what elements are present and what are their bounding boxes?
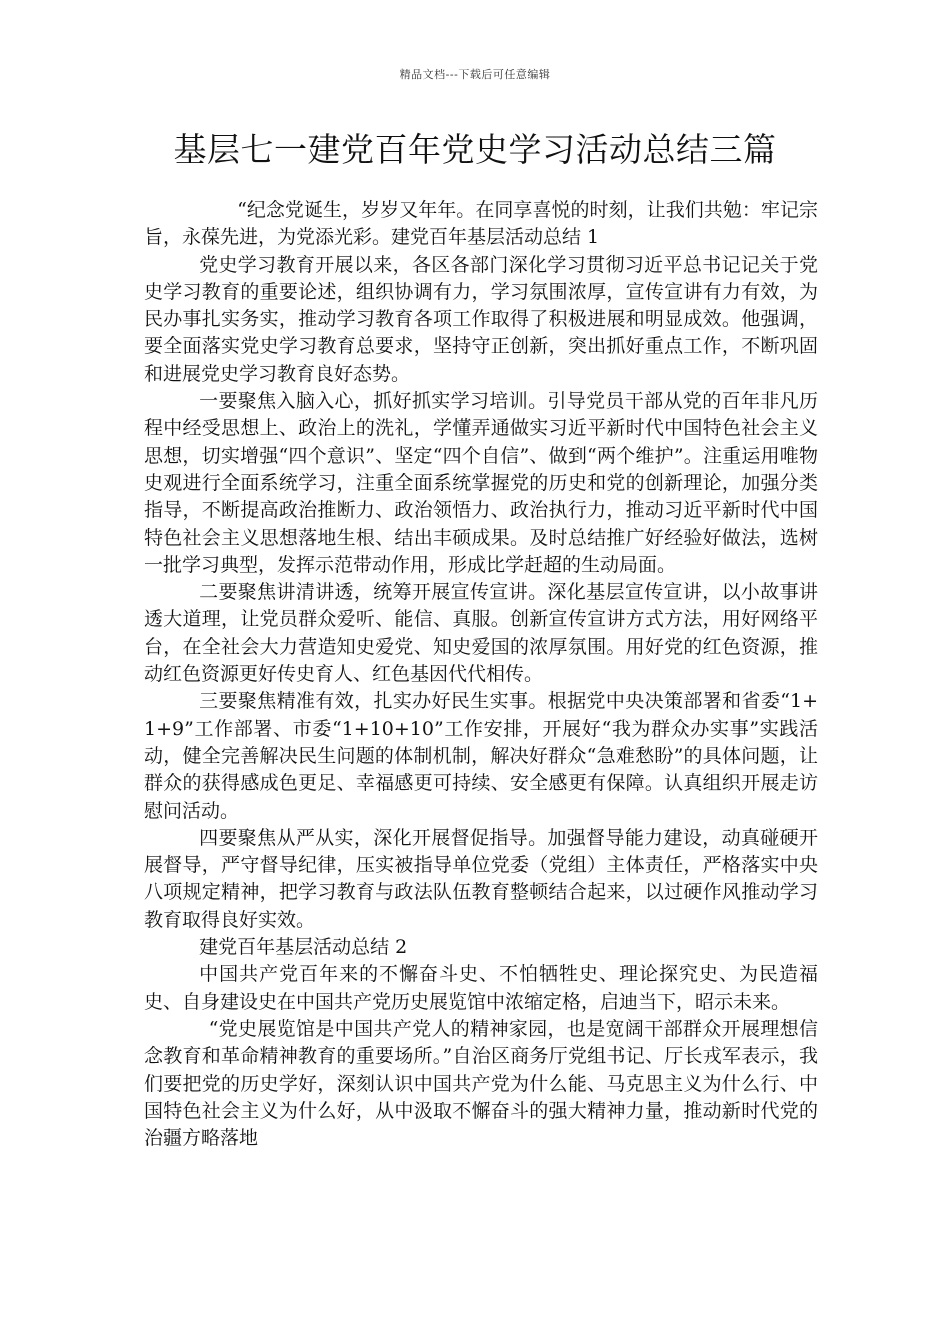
paragraph: 一要聚焦入脑入心，抓好抓实学习培训。引导党员干部从党的百年非凡历程中经受思想上、政治上的洗礼，学懂弄通做实习近平新时代中国特色社会主义思想，切实增强“四个意识”、坚定“四个自信”、做到“两个维护”。注重运用唯物史观进行全面系统学习，注重全面系统掌握党的历史和党的创新理论，加强分类指导，不断提高政治推断力、政治领悟力、政治执行力，推动习近平新时代中国特色社会主义思想落地生根、结出丰硕成果。及时总结推广好经验好做法，选树一批学习典型，发挥示范带动作用，形成比学赶超的生动局面。 (144, 390, 818, 576)
page-header: 精品文档---下载后可任意编辑 (399, 68, 551, 81)
document-title: 基层七一建党百年党史学习活动总结三篇 (173, 130, 777, 169)
paragraph: 中国共产党百年来的不懈奋斗史、不怕牺牲史、理论探究史、为民造福史、自身建设史在中国共产党历史展览馆中浓缩定格，启迪当下，昭示未来。 (144, 963, 818, 1013)
paragraph: 二要聚焦讲清讲透，统筹开展宣传宣讲。深化基层宣传宣讲，以小故事讲透大道理，让党员群众爱听、能信、真服。创新宣传宣讲方式方法，用好网络平台，在全社会大力营造知史爱党、知史爱国的浓厚氛围。用好党的红色资源，推动红色资源更好传史育人、红色基因代代相传。 (144, 581, 818, 686)
paragraph: 四要聚焦从严从实，深化开展督促指导。加强督导能力建设，动真碰硬开展督导，严守督导纪律，压实被指导单位党委（党组）主体责任，严格落实中央八项规定精神，把学习教育与政法队伍教育整顿结合起来，以过硬作风推动学习教育取得良好实效。 (144, 826, 818, 931)
section-heading: 建党百年基层活动总结 2 (199, 936, 408, 959)
paragraph: 党史学习教育开展以来，各区各部门深化学习贯彻习近平总书记记关于党史学习教育的重要论述，组织协调有力，学习氛围浓厚，宣传宣讲有力有效，为民办事扎实务实，推动学习教育各项工作取得了积极进展和明显成效。他强调，要全面落实党史学习教育总要求，坚持守正创新，突出抓好重点工作，不断巩固和进展党史学习教育良好态势。 (144, 253, 818, 385)
document-body (144, 197, 818, 1152)
paragraph: “党史展览馆是中国共产党人的精神家园，也是宽阔干部群众开展理想信念教育和革命精神教育的重要场所。”自治区商务厅党组书记、厅长戎军表示，我们要把党的历史学好，深刻认识中国共产党为什么能、马克思主义为什么行、中国特色社会主义为什么好，从中汲取不懈奋斗的强大精神力量，推动新时代党的治疆方略落地 (144, 1017, 818, 1150)
paragraph: 三要聚焦精准有效，扎实办好民生实事。根据党中央决策部署和省委“1+1+9”工作部署、市委“1+10+10”工作安排，开展好“我为群众办实事”实践活动，健全完善解决民生问题的体制机制，解决好群众“急难愁盼”的具体问题，让群众的获得感成色更足、幸福感更可持续、安全感更有保障。认真组织开展走访慰问活动。 (144, 690, 818, 822)
paragraph: “纪念党诞生，岁岁又年年。在同享喜悦的时刻，让我们共勉：牢记宗旨，永葆先进，为党添光彩。建党百年基层活动总结 1 (144, 199, 818, 249)
